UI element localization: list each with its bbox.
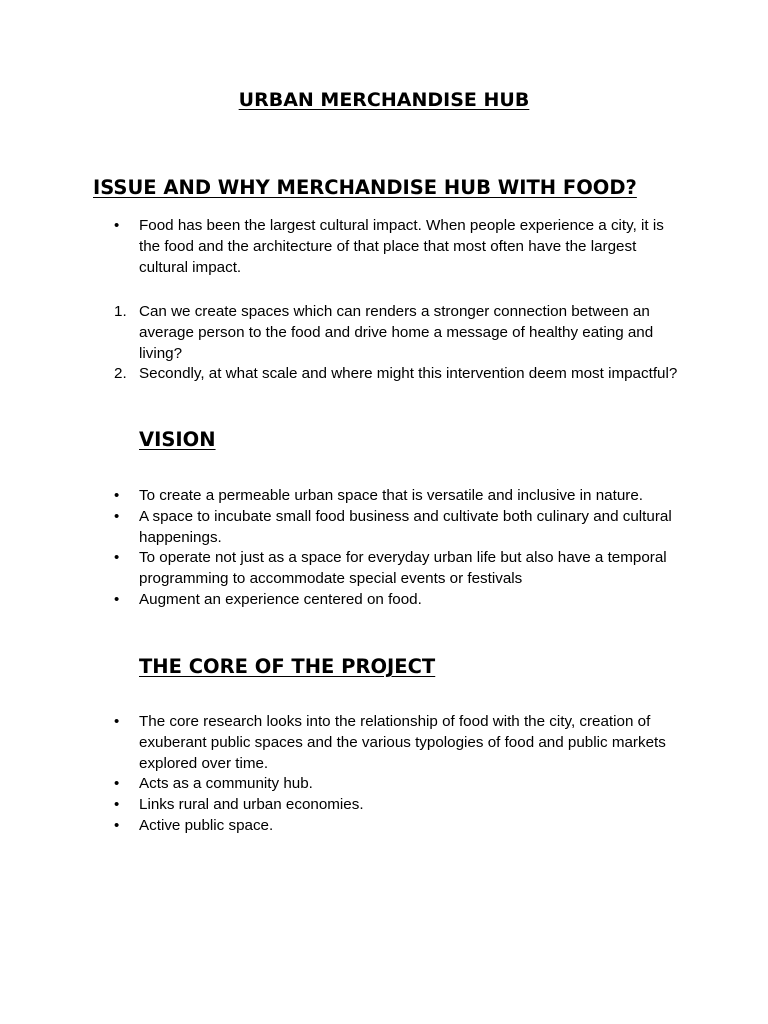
list-item-text: Can we create spaces which can renders a stronger connection between an average person to the food and drive home a message of healthy eating and living? [139, 303, 654, 362]
issue-bullet-list [0, 216, 679, 278]
vision-heading: VISION [139, 428, 216, 451]
core-bullet-list [0, 712, 679, 837]
list-item: • To create a permeable urban space that is versatile and inclusive in nature. [0, 486, 679, 507]
list-number: 2. [114, 365, 127, 383]
issue-question-list [0, 302, 679, 385]
list-item: • Active public space. [0, 816, 679, 837]
list-item [0, 364, 679, 385]
list-item: • To operate not just as a space for everyday urban life but also have a temporal programming to accommodate special events or festivals [0, 548, 679, 590]
list-item [0, 302, 679, 364]
document-title: URBAN MERCHANDISE HUB [238, 89, 530, 111]
list-item: • The core research looks into the relationship of food with the city, creation of exuberant public spaces and the various typologies of food and public markets explored over time. [0, 712, 679, 774]
vision-bullet-list [0, 486, 679, 611]
list-item: • Links rural and urban economies. [0, 795, 679, 816]
list-item: • Augment an experience centered on food. [0, 590, 679, 611]
list-item: • Food has been the largest cultural impact. When people experience a city, it is the food and the architecture of that place that most often have the largest cultural impact. [0, 216, 679, 278]
list-item: • Acts as a community hub. [0, 774, 679, 795]
list-item-text: Secondly, at what scale and where might this intervention deem most impactful? [139, 365, 678, 383]
list-number: 1. [114, 303, 127, 320]
core-heading: THE CORE OF THE PROJECT [139, 655, 436, 678]
issue-heading: ISSUE AND WHY MERCHANDISE HUB WITH FOOD? [93, 176, 637, 199]
list-item: • A space to incubate small food business and cultivate both culinary and cultural happenings. [0, 507, 679, 549]
